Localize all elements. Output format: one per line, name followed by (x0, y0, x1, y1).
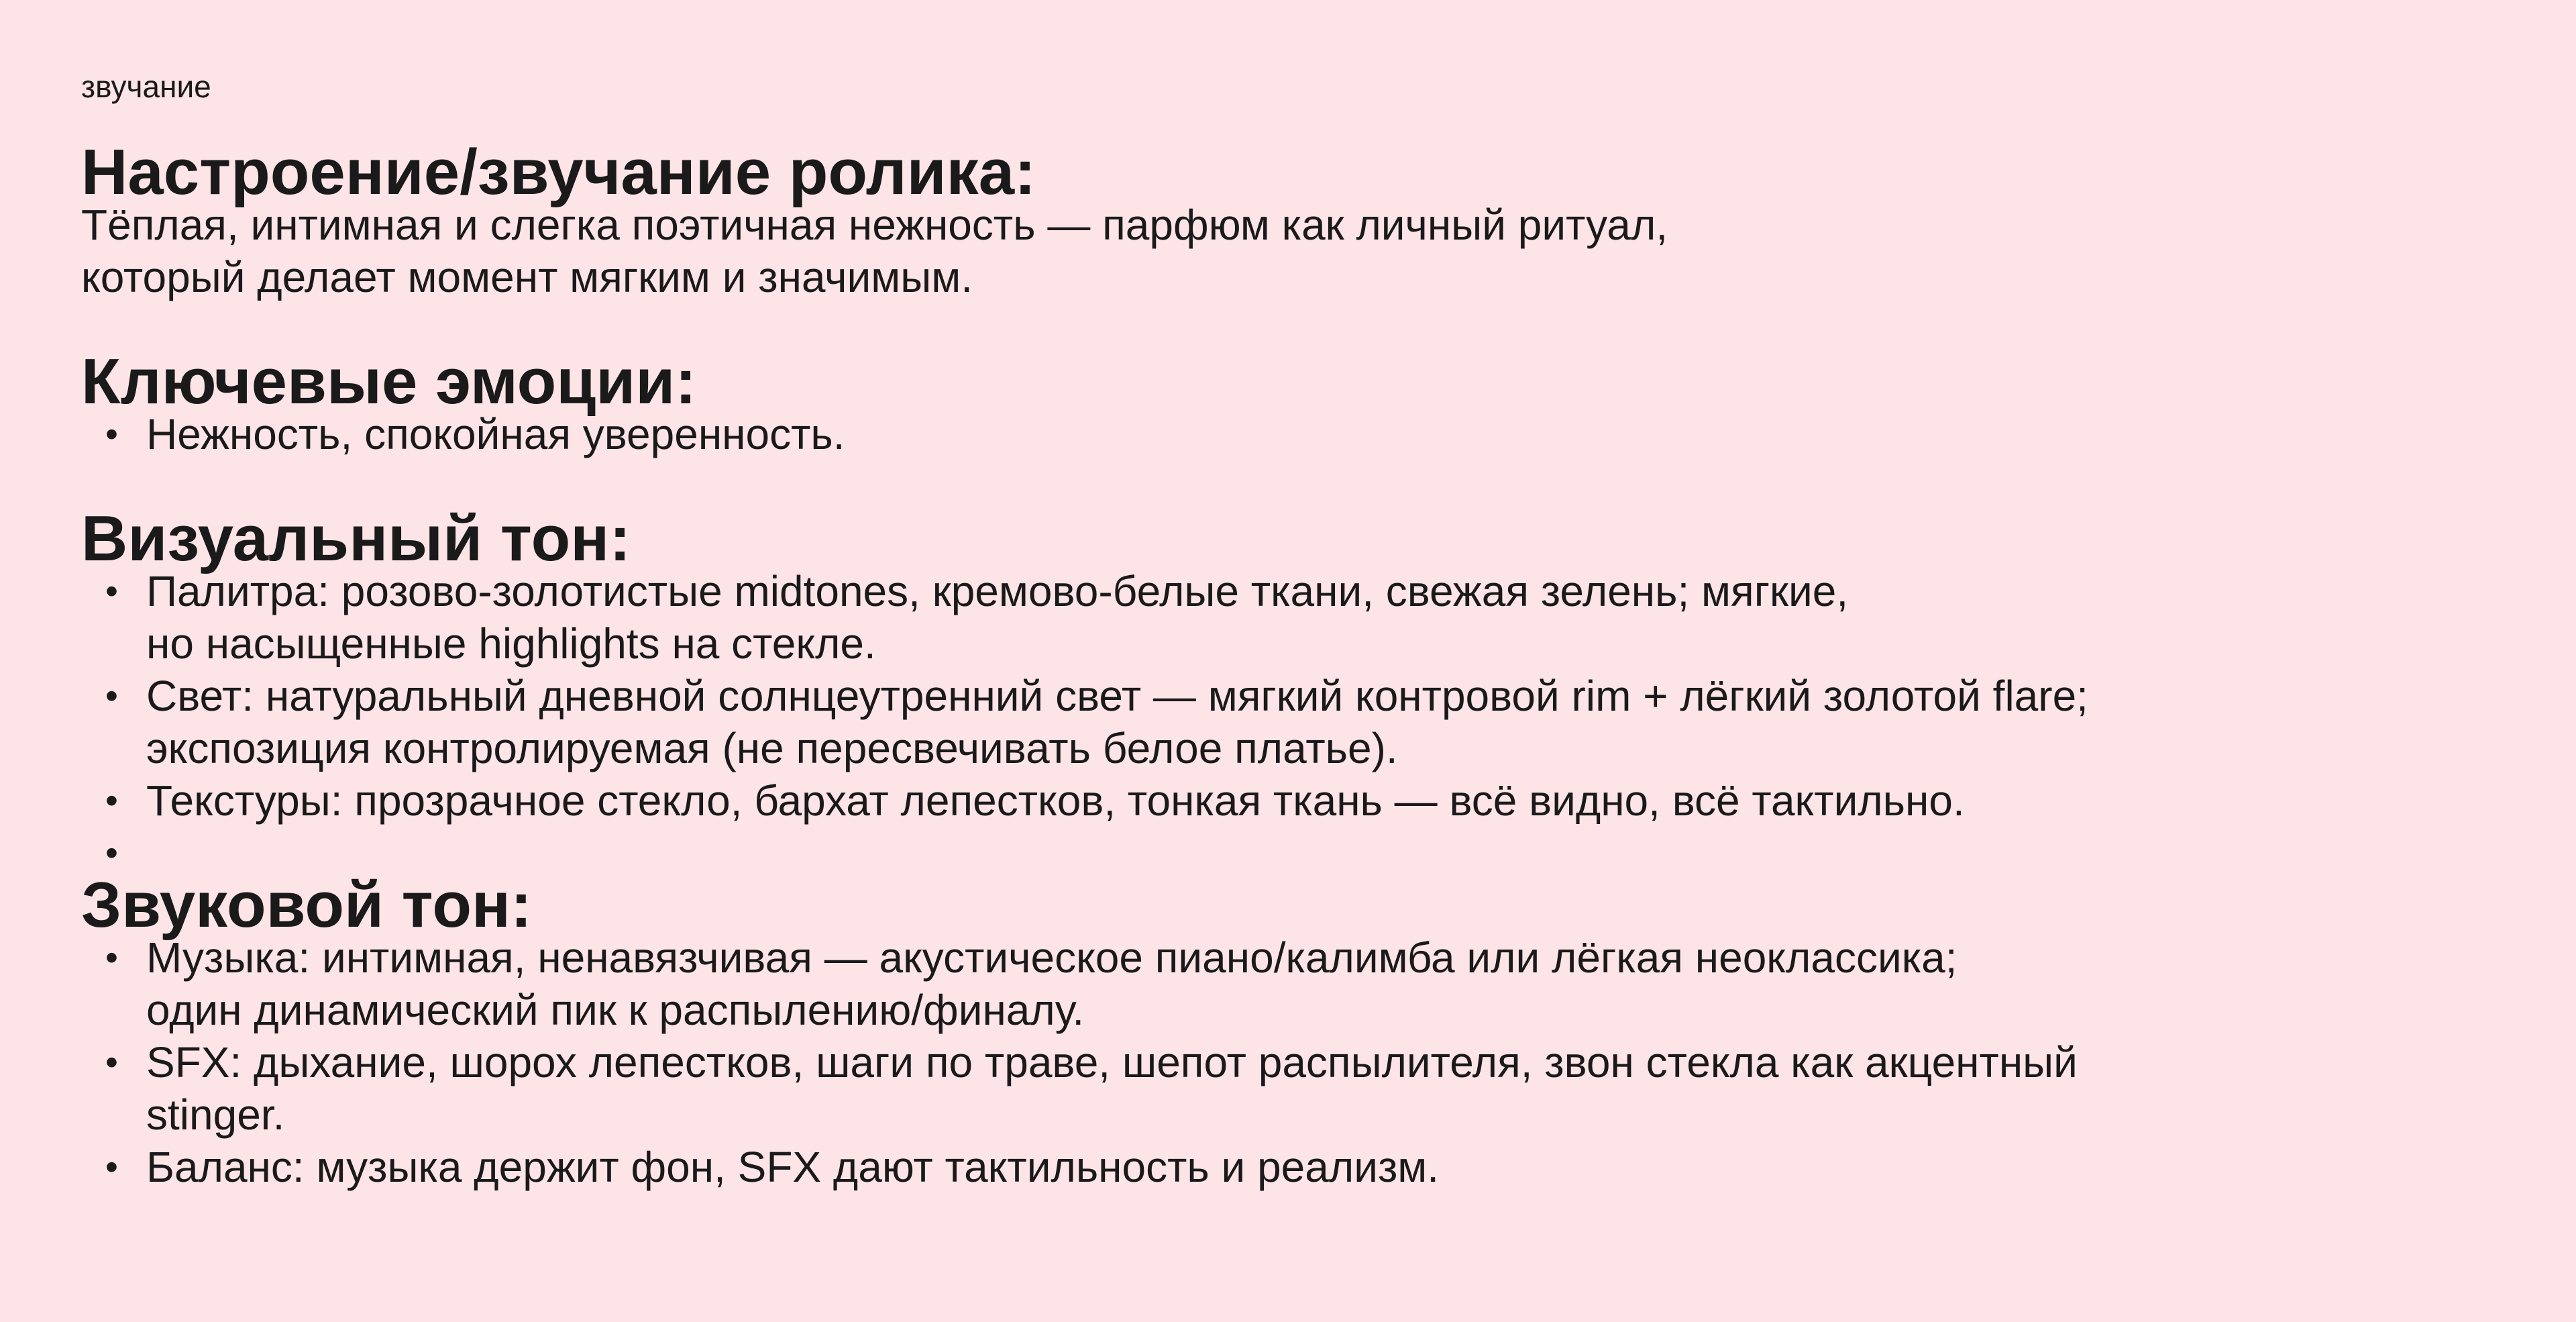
list-item (81, 565, 2496, 670)
list-item-text: Палитра: розово-золотистые midtones, кремово-белые ткани, свежая зелень; мягкие, (146, 567, 1849, 615)
mood-line: Тёплая, интимная и слегка поэтичная нежность — парфюм как личный ритуал, (81, 201, 1668, 249)
emotions-heading: Ключевые эмоции: (81, 346, 697, 417)
list-item (81, 670, 2496, 774)
section-eyebrow-label: звучание (81, 69, 211, 104)
list-item-text: но насыщенные highlights на стекле. (146, 619, 876, 668)
list-item (81, 1141, 2496, 1193)
bullet-icon: • (105, 937, 118, 978)
list-item-text: Свет: натуральный дневной солнцеутренний свет — мягкий контровой rim + лёгкий золотой flare; (146, 672, 2088, 720)
list-item-text: stinger. (146, 1090, 285, 1139)
list-item-text: экспозиция контролируемая (не пересвечивать белое платье). (146, 724, 1398, 772)
visual-list (81, 565, 2496, 879)
list-item-text: Текстуры: прозрачное стекло, бархат лепестков, тонкая ткань — всё видно, всё тактильно. (146, 776, 1965, 825)
sound-heading: Звуковой тон: (81, 869, 532, 941)
list-item (81, 931, 2496, 1036)
list-item-text: Баланс: музыка держит фон, SFX дают тактильность и реализм. (146, 1143, 1440, 1191)
bullet-icon: • (105, 833, 118, 873)
list-item (81, 1036, 2496, 1141)
list-item-text: Музыка: интимная, ненавязчивая — акустическое пиано/калимба или лёгкая неоклассика; (146, 933, 1957, 982)
mood-heading: Настроение/звучание ролика: (81, 136, 1036, 208)
document-content (81, 136, 2496, 1193)
list-item (81, 774, 2496, 827)
mood-line: который делает момент мягким и значимым. (81, 253, 973, 301)
visual-heading: Визуальный тон: (81, 503, 631, 574)
bullet-icon: • (105, 780, 118, 821)
bullet-icon: • (105, 676, 118, 716)
list-item-text: SFX: дыхание, шорох лепестков, шаги по траве, шепот распылителя, звон стекла как акцентный (146, 1038, 2078, 1086)
list-item (81, 408, 2496, 460)
list-item-text: Нежность, спокойная уверенность. (146, 410, 845, 458)
bullet-icon: • (105, 1147, 118, 1187)
empty-list-item (81, 827, 2496, 879)
bullet-icon: • (105, 414, 118, 454)
sound-list (81, 931, 2496, 1193)
emotions-list (81, 408, 2496, 460)
bullet-icon: • (105, 1042, 118, 1082)
bullet-icon: • (105, 571, 118, 611)
mood-paragraph (81, 199, 2496, 303)
list-item-text: один динамический пик к распылению/финалу. (146, 986, 1085, 1034)
